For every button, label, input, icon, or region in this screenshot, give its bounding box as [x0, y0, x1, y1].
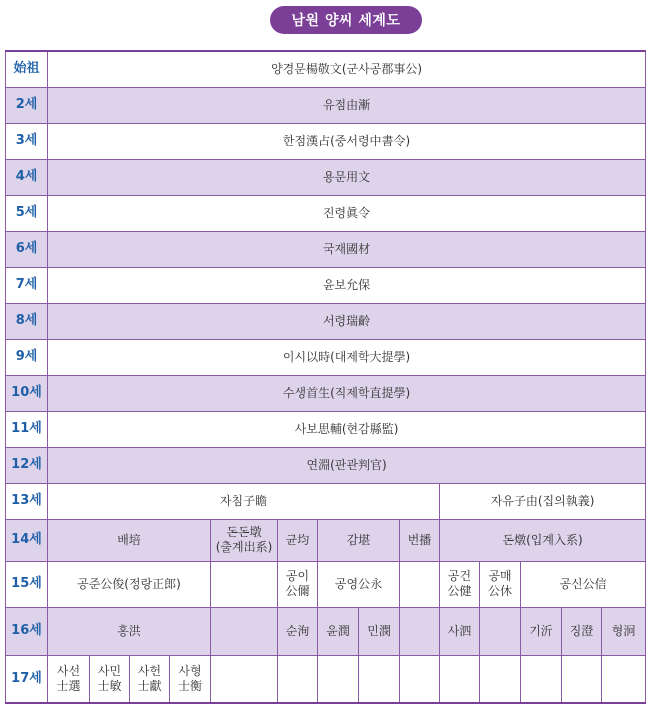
table-row: [6, 51, 646, 87]
person-cell: 양경문楊敬文(군사공郡事公): [48, 51, 646, 87]
empty-cell: [400, 607, 440, 655]
empty-cell: [400, 655, 440, 703]
person-cell: 번播: [400, 519, 440, 561]
gen-label: 12세: [6, 447, 48, 483]
empty-cell: [562, 655, 602, 703]
empty-cell: [211, 561, 278, 607]
person-cell: 돈燉(입계入系): [440, 519, 646, 561]
empty-cell: [278, 655, 318, 703]
gen-label: 4세: [6, 159, 48, 195]
empty-cell: [480, 655, 521, 703]
table-row: [6, 159, 646, 195]
table-row: [6, 303, 646, 339]
table-row: [6, 519, 646, 561]
person-cell: 자유子由(집의執義): [440, 483, 646, 519]
gen-label: 9세: [6, 339, 48, 375]
person-cell: 징澄: [562, 607, 602, 655]
person-cell: 균均: [278, 519, 318, 561]
person-cell: 사민 士敏: [90, 655, 130, 703]
person-cell: 윤보允保: [48, 267, 646, 303]
gen-label: 始祖: [6, 51, 48, 87]
table-row: [6, 195, 646, 231]
gen-label: 15세: [6, 561, 48, 607]
person-cell: 배培: [48, 519, 211, 561]
family-tree-table: [5, 50, 646, 704]
empty-cell: [211, 607, 278, 655]
gen-label: 10세: [6, 375, 48, 411]
person-cell: 수생首生(직제학直提學): [48, 375, 646, 411]
person-cell: 공매 公休: [480, 561, 521, 607]
person-cell: 민潣: [359, 607, 400, 655]
empty-cell: [211, 655, 278, 703]
person-cell: 돈돈墩 (출계出系): [211, 519, 278, 561]
empty-cell: [602, 655, 646, 703]
table-row: [6, 655, 646, 703]
table-row: [6, 411, 646, 447]
gen-label: 3세: [6, 123, 48, 159]
person-cell: 서령瑞齡: [48, 303, 646, 339]
empty-cell: [400, 561, 440, 607]
person-cell: 진령眞令: [48, 195, 646, 231]
gen-label: 11세: [6, 411, 48, 447]
table-row: [6, 123, 646, 159]
person-cell: 유점由漸: [48, 87, 646, 123]
person-cell: 공영公永: [318, 561, 400, 607]
gen-label: 5세: [6, 195, 48, 231]
gen-label: 6세: [6, 231, 48, 267]
person-cell: 기沂: [521, 607, 562, 655]
gen-label: 13세: [6, 483, 48, 519]
person-cell: 순洵: [278, 607, 318, 655]
table-row: [6, 339, 646, 375]
person-cell: 사泗: [440, 607, 480, 655]
person-cell: 연淵(판관判官): [48, 447, 646, 483]
person-cell: 홍洪: [48, 607, 211, 655]
gen-label: 8세: [6, 303, 48, 339]
table-row: [6, 231, 646, 267]
table-row: [6, 607, 646, 655]
empty-cell: [318, 655, 359, 703]
table-row: [6, 87, 646, 123]
person-cell: 윤潤: [318, 607, 359, 655]
person-cell: 국재國材: [48, 231, 646, 267]
person-cell: 공건 公健: [440, 561, 480, 607]
person-cell: 용문用文: [48, 159, 646, 195]
person-cell: 사선 士選: [48, 655, 90, 703]
table-row: [6, 561, 646, 607]
empty-cell: [440, 655, 480, 703]
empty-cell: [359, 655, 400, 703]
table-row: [6, 483, 646, 519]
empty-cell: [480, 607, 521, 655]
person-cell: 형泂: [602, 607, 646, 655]
table-row: [6, 267, 646, 303]
gen-label: 17세: [6, 655, 48, 703]
page-title: 남원 양씨 세계도: [270, 6, 422, 34]
table-row: [6, 375, 646, 411]
person-cell: 공준公俊(정랑正郎): [48, 561, 211, 607]
person-cell: 사형 士衡: [170, 655, 211, 703]
table-row: [6, 447, 646, 483]
gen-label: 14세: [6, 519, 48, 561]
gen-label: 7세: [6, 267, 48, 303]
empty-cell: [521, 655, 562, 703]
person-cell: 자침子瞻: [48, 483, 440, 519]
gen-label: 16세: [6, 607, 48, 655]
person-cell: 감堪: [318, 519, 400, 561]
person-cell: 한점漢占(중서령中書令): [48, 123, 646, 159]
gen-label: 2세: [6, 87, 48, 123]
person-cell: 이시以時(대제학大提學): [48, 339, 646, 375]
person-cell: 공신公信: [521, 561, 646, 607]
person-cell: 공이 公儞: [278, 561, 318, 607]
person-cell: 사보思輔(현감縣監): [48, 411, 646, 447]
person-cell: 사헌 士獻: [130, 655, 170, 703]
